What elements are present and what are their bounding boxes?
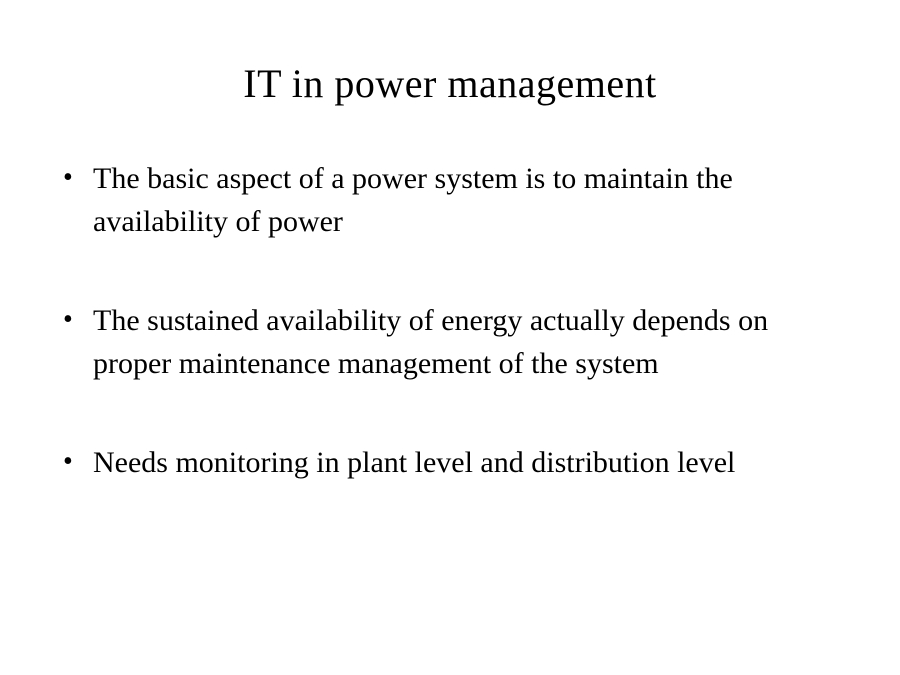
bullet-icon: •	[63, 304, 73, 335]
bullet-list	[62, 157, 842, 540]
bullet-text: The sustained availability of energy actually depends on proper maintenance management of the system	[93, 304, 769, 380]
list-item	[62, 299, 842, 385]
bullet-icon: •	[63, 162, 73, 193]
bullet-text: The basic aspect of a power system is to maintain the availability of power	[93, 162, 733, 238]
bullet-text: Needs monitoring in plant level and distribution level	[93, 446, 736, 479]
bullet-icon: •	[63, 446, 73, 477]
list-item	[62, 441, 842, 484]
list-item	[62, 157, 842, 243]
slide-title: IT in power management	[243, 61, 657, 106]
